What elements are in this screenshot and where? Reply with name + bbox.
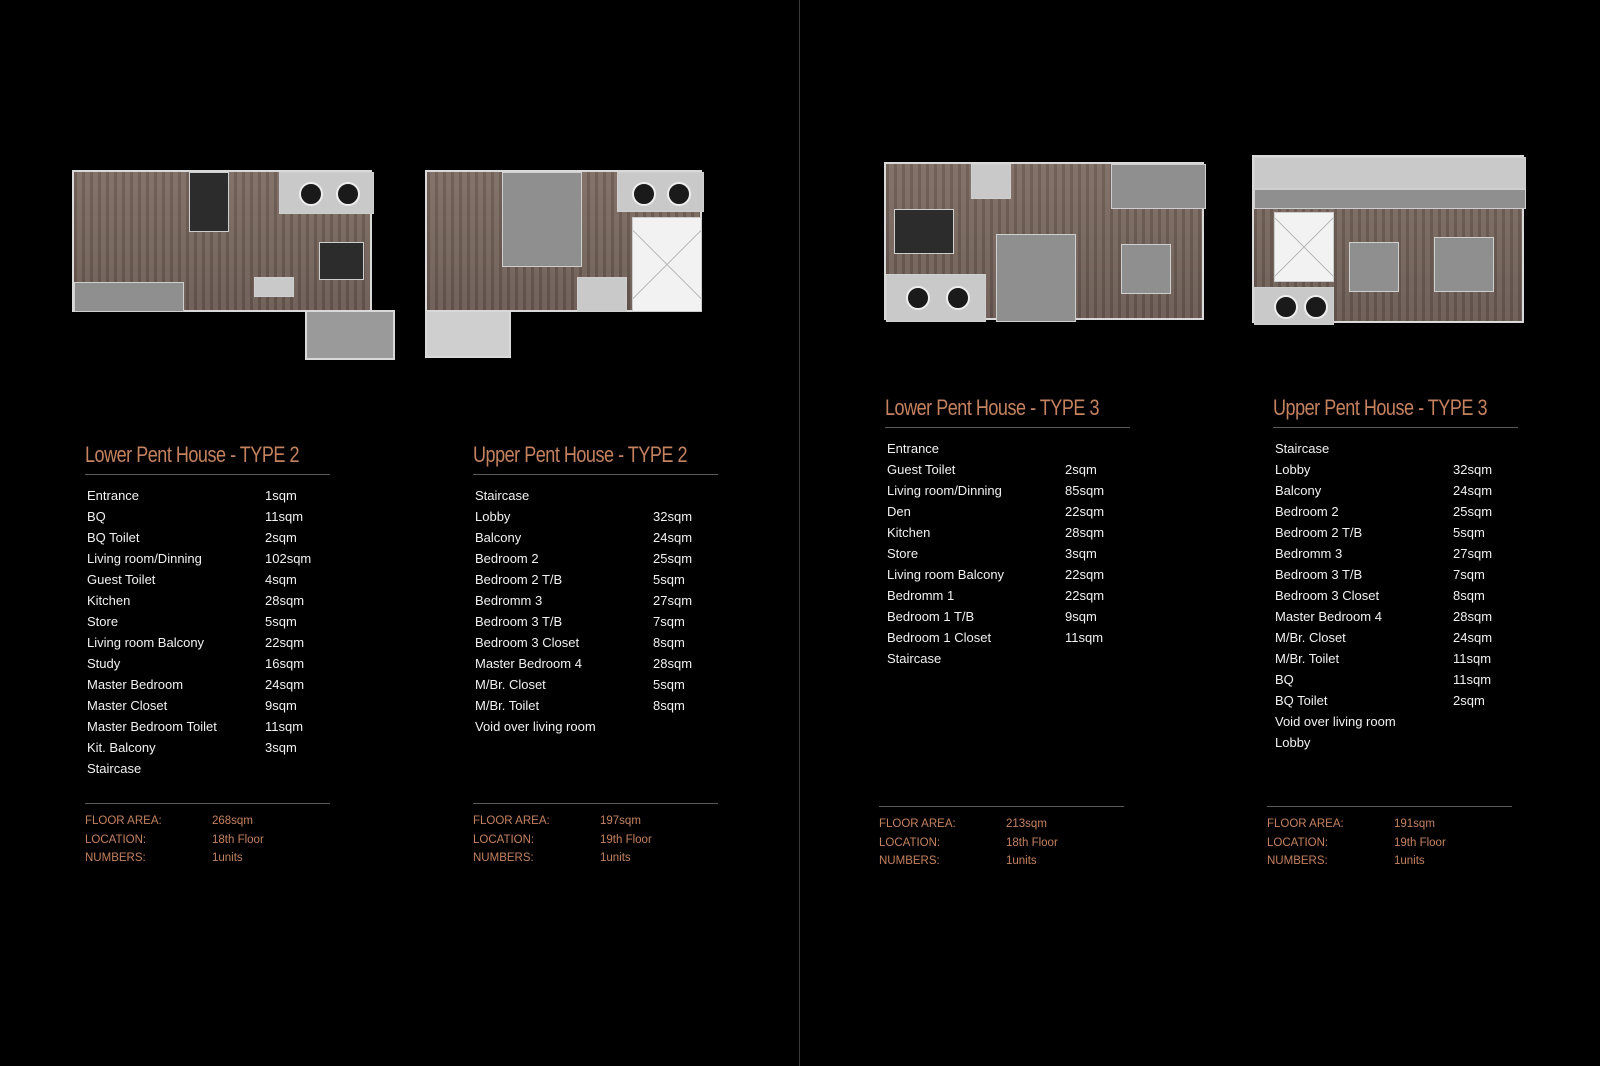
room-row: M/Br. Toilet 8sqm <box>475 698 685 713</box>
room-row: Bedroom 2 T/B 5sqm <box>1275 525 1485 540</box>
plan-title: Upper Pent House - TYPE 3 <box>1273 395 1487 420</box>
room-row: Living room Balcony 22sqm <box>887 567 1105 582</box>
room-row: Bedroom 3 T/B 7sqm <box>475 614 685 629</box>
plan-summary-upper-type2 <box>473 803 723 868</box>
room-row: Bedroom 3 T/B 7sqm <box>1275 567 1485 582</box>
floor-plan-lower-type2 <box>72 170 372 312</box>
summary-row-numbers: NUMBERS: 1units <box>473 852 631 864</box>
room-row: Lobby 32sqm <box>475 509 693 524</box>
room-row: M/Br. Closet 24sqm <box>1275 630 1493 645</box>
room-row: Entrance 1sqm <box>87 488 297 503</box>
room-list <box>885 438 1135 669</box>
room-row: Bedroom 2 25sqm <box>475 551 693 566</box>
summary-divider <box>1267 806 1512 807</box>
room-row: Master Bedroom 4 28sqm <box>475 656 693 671</box>
plan-panel-upper-type3 <box>1273 395 1523 753</box>
room-row: Entrance <box>887 441 940 456</box>
room-row: Void over living room <box>475 719 596 734</box>
summary-row-floor-area: FLOOR AREA: 191sqm <box>1267 818 1435 830</box>
plan-panel-lower-type2 <box>85 442 335 779</box>
summary-row-location: LOCATION: 19th Floor <box>1267 836 1446 849</box>
room-row: M/Br. Toilet 11sqm <box>1275 651 1492 666</box>
plan-summary-lower-type2 <box>85 803 335 868</box>
room-row: Guest Toilet 2sqm <box>887 462 1097 477</box>
room-row: Kit. Balcony 3sqm <box>87 740 297 755</box>
room-row: BQ Toilet 2sqm <box>1275 693 1485 708</box>
room-row: Store 3sqm <box>887 546 1097 561</box>
room-row: Lobby <box>1275 735 1311 750</box>
room-row: Bedroom 2 T/B 5sqm <box>475 572 685 587</box>
room-row: Bedroom 1 T/B 9sqm <box>887 609 1097 624</box>
summary-row-floor-area: FLOOR AREA: 213sqm <box>879 818 1047 830</box>
floor-plan-lower-type2-annex <box>305 310 395 360</box>
floor-plan-lower-type3 <box>884 162 1204 320</box>
room-row: Bedromm 3 27sqm <box>475 593 693 608</box>
room-row: BQ 11sqm <box>87 509 304 524</box>
summary-row-numbers: NUMBERS: 1units <box>879 855 1037 867</box>
plan-panel-upper-type2 <box>473 442 723 737</box>
summary-row-numbers: NUMBERS: 1units <box>1267 855 1425 867</box>
summary-divider <box>879 806 1124 807</box>
room-list <box>85 485 335 779</box>
room-row: Store 5sqm <box>87 614 297 629</box>
summary-row-numbers: NUMBERS: 1units <box>85 852 243 864</box>
room-row: Bedroom 3 Closet 8sqm <box>475 635 685 650</box>
room-row: Bedroom 1 Closet 11sqm <box>887 630 1104 645</box>
summary-row-location: LOCATION: 19th Floor <box>473 833 652 846</box>
room-row: Master Bedroom 4 28sqm <box>1275 609 1493 624</box>
room-row: Study 16sqm <box>87 656 305 671</box>
room-row: Void over living room <box>1275 714 1396 729</box>
room-row: Staircase <box>475 488 530 503</box>
room-row: BQ Toilet 2sqm <box>87 530 297 545</box>
room-row: Bedromm 1 22sqm <box>887 588 1105 603</box>
plan-title: Lower Pent House - TYPE 3 <box>885 395 1099 420</box>
room-row: Balcony 24sqm <box>475 530 693 545</box>
plan-summary-upper-type3 <box>1267 806 1517 871</box>
summary-row-location: LOCATION: 18th Floor <box>85 833 264 846</box>
room-row: Staircase <box>887 651 942 666</box>
summary-row-floor-area: FLOOR AREA: 197sqm <box>473 815 641 827</box>
summary-divider <box>85 803 330 804</box>
plan-title: Lower Pent House - TYPE 2 <box>85 442 299 467</box>
room-row: Lobby 32sqm <box>1275 462 1493 477</box>
title-divider <box>1273 427 1518 428</box>
title-divider <box>85 474 330 475</box>
room-row: Bedroom 2 25sqm <box>1275 504 1493 519</box>
title-divider <box>885 427 1130 428</box>
room-row: Staircase <box>87 761 142 776</box>
floor-plan-upper-type2 <box>425 170 702 312</box>
floor-plan-upper-type3 <box>1252 155 1524 323</box>
room-row: M/Br. Closet 5sqm <box>475 677 685 692</box>
room-row: Guest Toilet 4sqm <box>87 572 297 587</box>
room-row: Kitchen 28sqm <box>87 593 305 608</box>
page-divider <box>799 0 800 1066</box>
room-row: Bedromm 3 27sqm <box>1275 546 1493 561</box>
plan-panel-lower-type3 <box>885 395 1135 669</box>
room-row: Master Closet 9sqm <box>87 698 297 713</box>
room-row: Kitchen 28sqm <box>887 525 1105 540</box>
summary-row-location: LOCATION: 18th Floor <box>879 836 1058 849</box>
summary-row-floor-area: FLOOR AREA: 268sqm <box>85 815 253 827</box>
room-row: Den 22sqm <box>887 504 1105 519</box>
room-row: Living room Balcony 22sqm <box>87 635 305 650</box>
room-row: Master Bedroom Toilet 11sqm <box>87 719 304 734</box>
room-list <box>473 485 723 737</box>
summary-divider <box>473 803 718 804</box>
room-row: Balcony 24sqm <box>1275 483 1493 498</box>
room-row: Living room/Dinning 85sqm <box>887 483 1105 498</box>
room-row: Bedroom 3 Closet 8sqm <box>1275 588 1485 603</box>
room-row: Staircase <box>1275 441 1330 456</box>
room-row: Living room/Dinning 102sqm <box>87 551 312 566</box>
plan-title: Upper Pent House - TYPE 2 <box>473 442 687 467</box>
room-list <box>1273 438 1523 753</box>
title-divider <box>473 474 718 475</box>
plan-summary-lower-type3 <box>879 806 1129 871</box>
floor-plan-upper-type2-annex <box>425 310 511 358</box>
room-row: Master Bedroom 24sqm <box>87 677 305 692</box>
room-row: BQ 11sqm <box>1275 672 1492 687</box>
